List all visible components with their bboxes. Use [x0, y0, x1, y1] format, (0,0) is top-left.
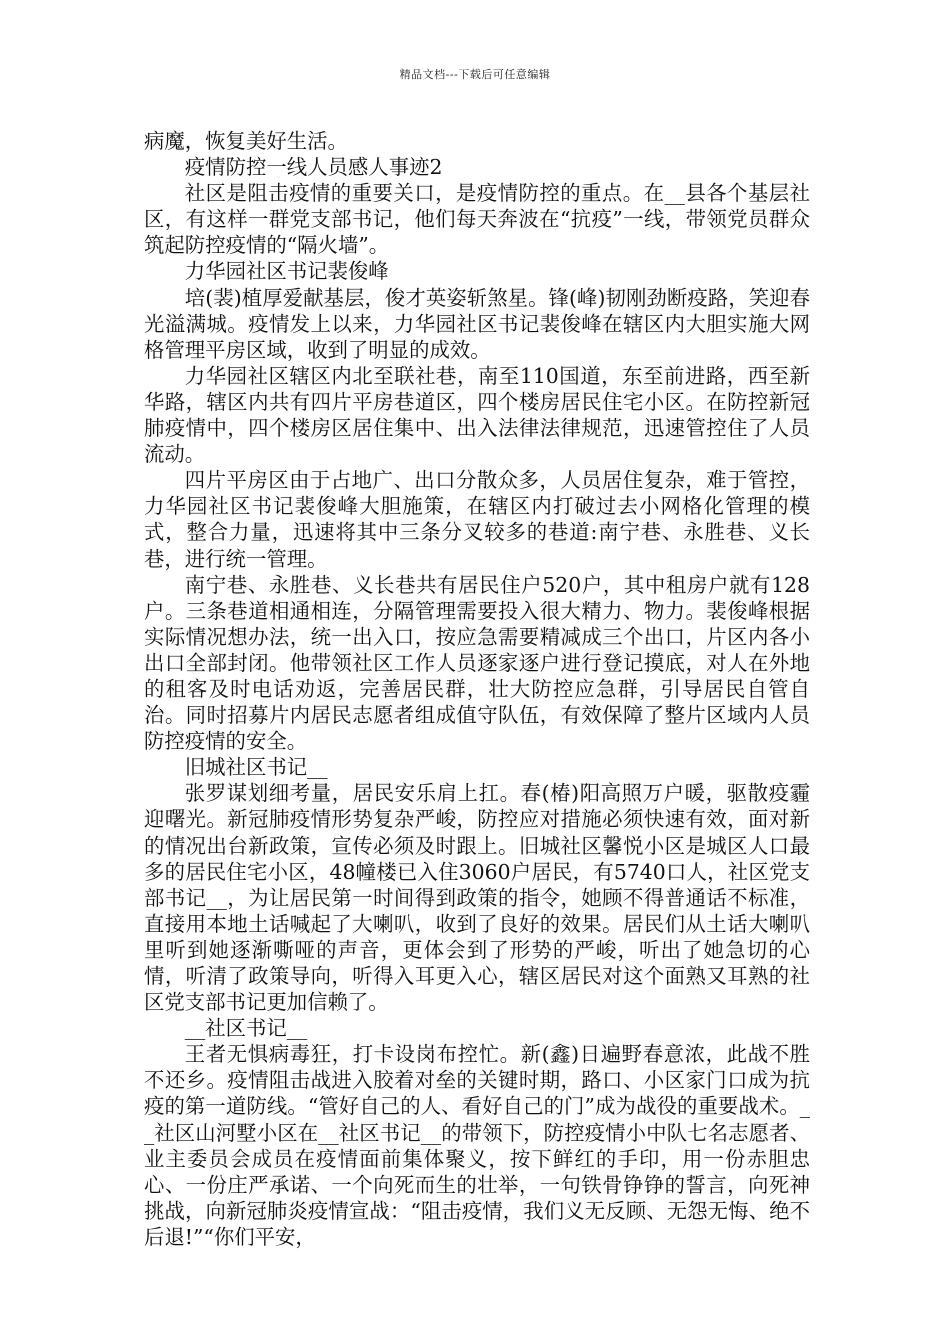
section-heading: 疫情防控一线人员感人事迹2	[184, 155, 443, 180]
paragraph: 四片平房区由于占地广、出口分散众多，人员居住复杂，难于管控，力华园社区书记裴俊峰大胆施策，在辖区内打破过去小网格化管理的模式，整合力量，迅速将其中三条分叉较多的巷道:南宁巷、永胜巷、义长巷，进行统一管理。	[144, 468, 810, 571]
paragraph: 社区是阻击疫情的重要关口，是疫情防控的重点。在__县各个基层社区，有这样一群党支部书记，他们每天奔波在“抗疫”一线，带领党员群众筑起防控疫情的“隔火墙”。	[144, 181, 810, 258]
page-header: 精品文档---下载后可任意编辑	[399, 68, 551, 81]
section-heading: 旧城社区书记__	[184, 755, 328, 780]
section-heading: 力华园社区书记裴俊峰	[184, 259, 389, 284]
paragraph: 病魔，恢复美好生活。	[144, 129, 348, 153]
paragraph: 培(裴)植厚爱献基层，俊才英姿斩煞星。锋(峰)韧刚劲断疫路，笑迎春光溢满城。疫情发上以来，力华园社区书记裴俊峰在辖区内大胆实施大网格管理平房区域，收到了明显的成效。	[144, 285, 810, 362]
paragraph: 张罗谋划细考量，居民安乐肩上扛。春(椿)阳高照万户暖，驱散疫霾迎曙光。新冠肺疫情形势复杂严峻，防控应对措施必须快速有效，面对新的情况出台新政策，宣传必须及时跟上。旧城社区馨悦小区是城区人口最多的居民住宅小区，48幢楼已入住3060户居民，有5740口人，社区党支部书记__，为让居民第一时间得到政策的指令，她顾不得普通话不标准，直接用本地土话喊起了大喇叭，收到了良好的效果。居民们从土话大喇叭里听到她逐渐嘶哑的声音，更体会到了形势的严峻，听出了她急切的心情，听清了政策导向，听得入耳更入心，辖区居民对这个面熟又耳熟的社区党支部书记更加信赖了。	[144, 781, 810, 1015]
section-heading: __社区书记__	[184, 1016, 308, 1041]
paragraph: 南宁巷、永胜巷、义长巷共有居民住户520户，其中租房户就有128户。三条巷道相通相连，分隔管理需要投入很大精力、物力。裴俊峰根据实际情况想办法，统一出入口，按应急需要精减成三个出口，片区内各小出口全部封闭。他带领社区工作人员逐家逐户进行登记摸底，对人在外地的租客及时电话劝返，完善居民群，壮大防控应急群，引导居民自管自治。同时招募片内居民志愿者组成值守队伍，有效保障了整片区域内人员防控疫情的安全。	[144, 572, 810, 754]
paragraph: 王者无惧病毒狂，打卡设岗布控忙。新(鑫)日遍野春意浓，此战不胜不还乡。疫情阻击战进入胶着对垒的关键时期，路口、小区家门口成为抗疫的第一道防线。“管好自己的人、看好自己的门”成为战役的重要战术。__社区山河墅小区在__社区书记__的带领下，防控疫情小中队七名志愿者、业主委员会成员在疫情面前集体聚义，按下鲜红的手印，用一份赤胆忠心、一份庄严承诺、一个向死而生的壮举，一句铁骨铮铮的誓言，向死神挑战，向新冠肺炎疫情宣战：“阻击疫情，我们义无反顾、无怨无悔、绝不后退!”“你们平安，	[144, 1042, 810, 1249]
document-body	[144, 128, 810, 1250]
paragraph: 力华园社区辖区内北至联社巷，南至110国道，东至前进路，西至新华路，辖区内共有四片平房巷道区，四个楼房居民住宅小区。在防控新冠肺疫情中，四个楼房区居住集中、出入法律法律规范，迅速管控住了人员流动。	[144, 363, 810, 467]
